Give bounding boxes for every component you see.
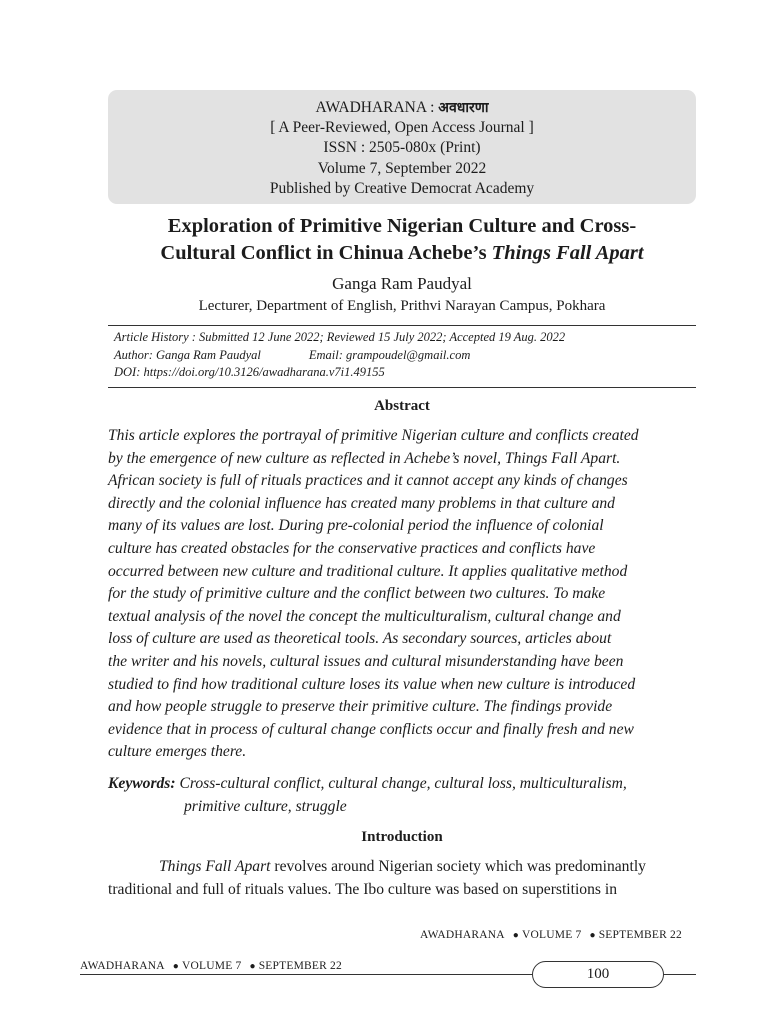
article-meta <box>114 329 694 382</box>
article-title-line2: Cultural Conflict in Chinua Achebe’s Things Fall Apart <box>160 242 644 264</box>
journal-name: AWADHARANA : अवधारणा <box>315 99 489 116</box>
abstract-line: African society is full of rituals practices and it cannot accept any kinds of changes <box>108 472 628 490</box>
article-history: Article History : Submitted 12 June 2022; Reviewed 15 July 2022; Accepted 19 Aug. 2022 <box>114 330 566 344</box>
page-number: 100 <box>532 961 664 988</box>
keywords <box>108 772 698 818</box>
abstract-line: for the study of primitive culture and the conflict between two cultures. To make <box>108 585 606 603</box>
journal-name-devanagari: अवधारणा <box>438 100 489 116</box>
abstract-line: the writer and his novels, cultural issues and cultural misunderstanding have been <box>108 652 624 670</box>
abstract-line: many of its values are lost. During pre-colonial period the influence of colonial <box>108 517 604 535</box>
journal-publisher: Published by Creative Democrat Academy <box>269 179 535 197</box>
journal-subtitle: [ A Peer-Reviewed, Open Access Journal ] <box>270 119 534 137</box>
article-title-line1: Exploration of Primitive Nigerian Culture and Cross- <box>167 215 637 237</box>
keywords-label: Keywords: <box>108 775 176 792</box>
meta-top-rule <box>108 325 696 326</box>
bullet-icon: ● <box>172 961 180 972</box>
abstract-line: directly and the colonial influence has created many problems in that culture and <box>108 494 615 512</box>
abstract-line: evidence that in process of cultural change conflicts occur and finally fresh and new <box>108 720 634 738</box>
bullet-icon: ● <box>249 961 256 972</box>
abstract-line: This article explores the portrayal of primitive Nigerian culture and conflicts created <box>108 427 639 444</box>
article-title <box>100 213 704 267</box>
author-email-line: Author: Ganga Ram Paudyal Email: grampoudel@gmail.com <box>114 347 471 362</box>
abstract-line: textual analysis of the novel the concept the multiculturalism, cultural change and <box>108 607 621 625</box>
abstract-line: studied to find how traditional culture loses its value when new culture is introduced <box>108 675 636 693</box>
journal-volume: Volume 7, September 2022 <box>317 159 487 177</box>
page-footer: AWADHARANA ● VOLUME 7 ● SEPTEMBER 22 <box>80 960 342 972</box>
intro-line1: Things Fall Apart revolves around Nigerian society which was predominantly <box>159 858 646 875</box>
journal-header-box <box>108 90 696 204</box>
intro-novel-title: Things Fall Apart <box>159 858 271 875</box>
abstract-text <box>108 425 698 764</box>
doi-link[interactable]: DOI: https://doi.org/10.3126/awadharana.v7i1.49155 <box>114 365 385 379</box>
abstract-line: by the emergence of new culture as reflected in Achebe’s novel, Things Fall Apart. <box>108 449 621 467</box>
author-affiliation: Lecturer, Department of English, Prithvi Narayan Campus, Pokhara <box>198 298 606 314</box>
author-email: Email: grampoudel@gmail.com <box>308 347 471 362</box>
bullet-icon: ● <box>512 930 520 941</box>
introduction-text <box>108 855 700 901</box>
running-footer: AWADHARANA ● VOLUME 7 ● SEPTEMBER 22 <box>420 929 682 941</box>
introduction-heading: Introduction <box>361 829 443 845</box>
abstract-heading: Abstract <box>374 398 430 414</box>
abstract-line: loss of culture are used as theoretical tools. As secondary sources, articles about <box>108 630 612 648</box>
meta-bottom-rule <box>108 387 696 388</box>
novel-title: Things Fall Apart <box>491 242 644 264</box>
abstract-line: culture has created obstacles for the conservative practices and conflicts have <box>108 539 596 557</box>
intro-line2: traditional and full of rituals values. The Ibo culture was based on superstitions in <box>108 881 617 898</box>
abstract-line: occurred between new culture and traditional culture. It applies qualitative method <box>108 562 628 580</box>
abstract-line: and how people struggle to preserve their primitive culture. The findings provide <box>108 698 613 716</box>
author-name: Ganga Ram Paudyal <box>332 274 472 293</box>
abstract-line: culture emerges there. <box>108 743 247 761</box>
keywords-line1: Keywords: Cross-cultural conflict, cultural change, cultural loss, multiculturalism, <box>108 775 627 792</box>
keywords-line2: primitive culture, struggle <box>184 798 347 815</box>
journal-issn: ISSN : 2505-080x (Print) <box>323 139 481 157</box>
bullet-icon: ● <box>589 930 596 941</box>
